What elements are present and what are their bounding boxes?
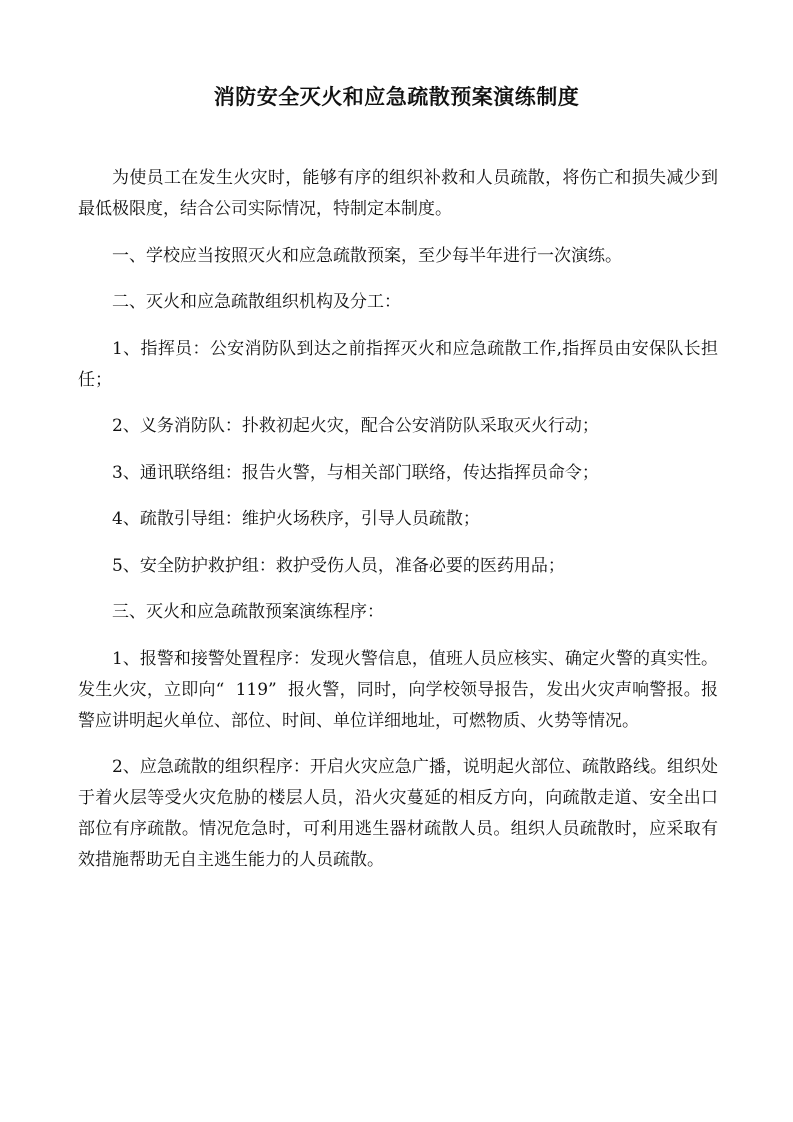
document-body [78, 163, 718, 892]
paragraph-communication-group: 3、通讯联络组：报告火警，与相关部门联络，传达指挥员命令； [112, 462, 599, 483]
paragraph-evacuation-procedure: 2、应急疏散的组织程序：开启火灾应急广播，说明起火部位、疏散路线。组织处于着火层等受火灾危胁的楼层人员，沿火灾蔓延的相反方向，向疏散走道、安全出口部位有序疏散。情况危急时，可利用逃生器材疏散人员。组织人员疏散时，应采取有效措施帮助无自主逃生能力的人员疏散。 [78, 757, 718, 870]
paragraph-section-3-heading: 三、灭火和应急疏散预案演练程序： [112, 602, 384, 622]
document-title: 消防安全灭火和应急疏散预案演练制度 [213, 85, 580, 109]
paragraph-evacuation-guide-group: 4、疏散引导组：维护火场秩序，引导人员疏散； [112, 509, 480, 529]
paragraph-alarm-procedure: 1、报警和接警处置程序：发现火警信息，值班人员应核实、确定火警的真实性。发生火灾，立即向“ 119” 报火警，同时，向学校领导报告，发出火灾声响警报。报警应讲明起火单位、部位、时间、单位详细地址，可燃物质、火势等情况。 [78, 648, 718, 731]
paragraph-commander: 1、指挥员：公安消防队到达之前指挥灭火和应急疏散工作,指挥员由安保队长担任； [78, 338, 718, 390]
paragraph-volunteer-fire-team: 2、义务消防队：扑救初起火灾，配合公安消防队采取灭火行动； [112, 416, 599, 436]
paragraph-safety-rescue-group: 5、安全防护救护组：救护受伤人员，准备必要的医药用品； [112, 555, 565, 576]
paragraph-section-1: 一、学校应当按照灭火和应急疏散预案，至少每半年进行一次演练。 [112, 245, 622, 266]
paragraph-intro: 为使员工在发生火灾时，能够有序的组织补救和人员疏散，将伤亡和损失减少到最低极限度，结合公司实际情况，特制定本制度。 [78, 168, 718, 219]
paragraph-section-2-heading: 二、灭火和应急疏散组织机构及分工： [112, 292, 401, 312]
